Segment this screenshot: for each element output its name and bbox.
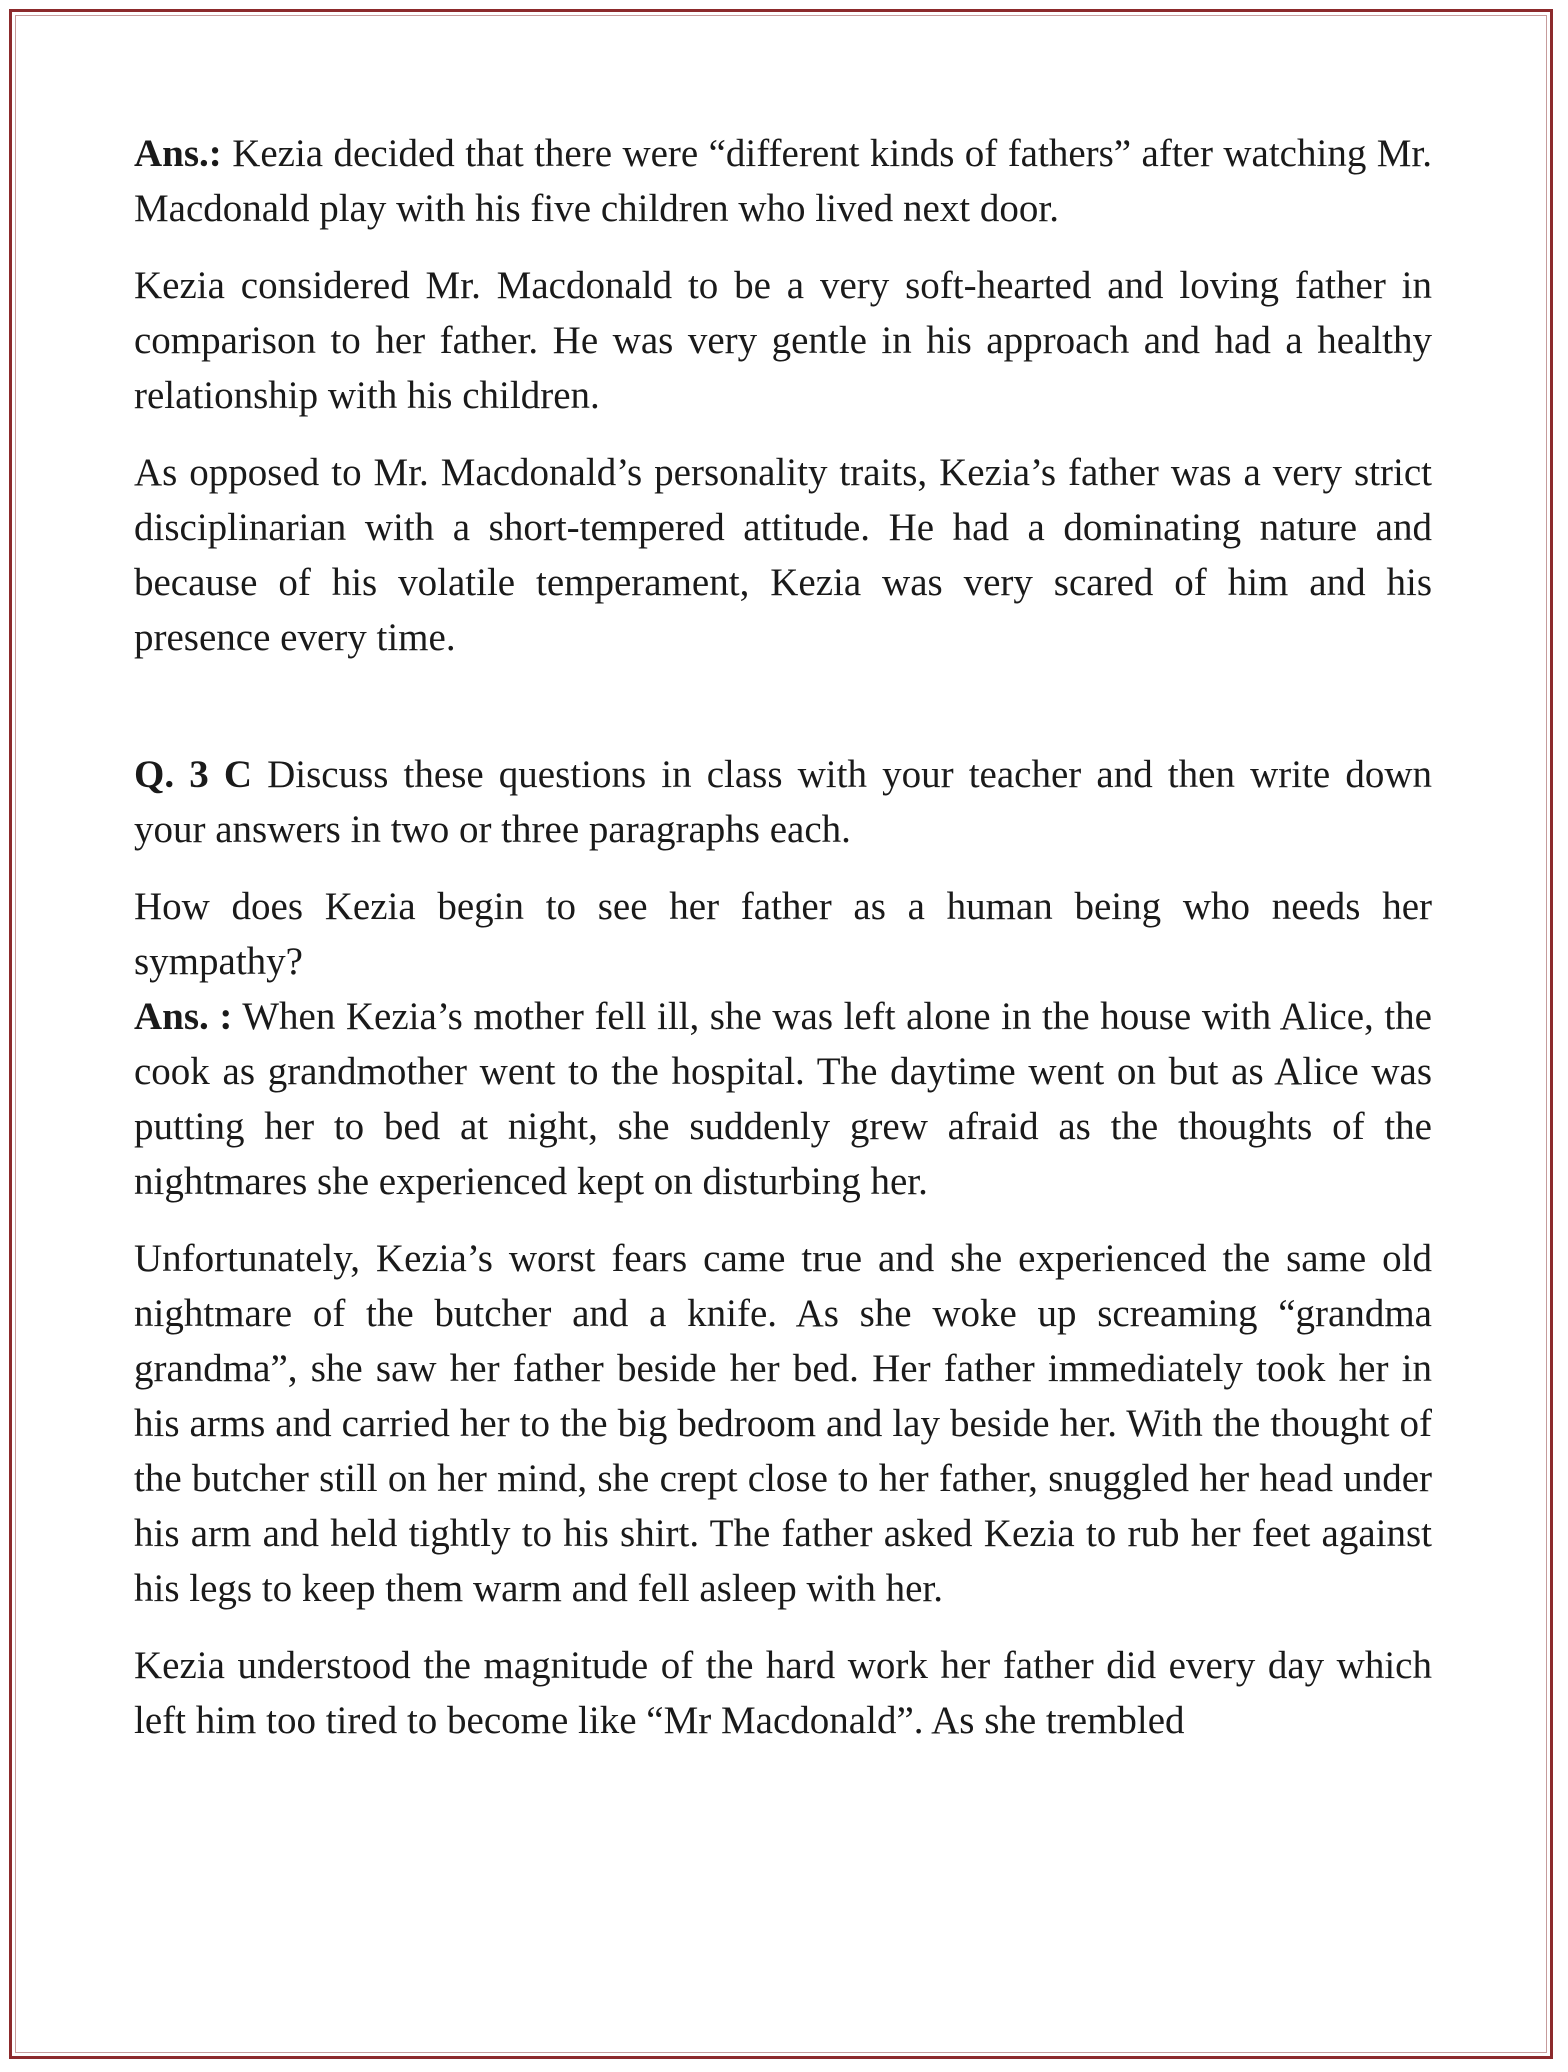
document-body xyxy=(134,126,1432,1770)
question-instruction: Discuss these questions in class with your teacher and then write down your answers in two or three paragraphs each. xyxy=(134,753,1432,851)
answer-paragraph-3: As opposed to Mr. Macdonald’s personality traits, Kezia’s father was a very strict disciplinarian with a short-tempered attitude. He had a dominating nature and because of his volatile temperament, Kezia was very scared of him and his presence every time. xyxy=(134,451,1432,659)
question-text: How does Kezia begin to see her father as a human being who needs her sympathy? xyxy=(134,885,1432,983)
question-heading xyxy=(134,747,1432,857)
section-gap xyxy=(134,687,1432,747)
answer-paragraph-1 xyxy=(134,126,1432,236)
answer-text: Kezia decided that there were “different kinds of fathers” after watching Mr. Macdonald play with his five children who lived next door. xyxy=(134,132,1432,230)
question-number: Q. 3 C xyxy=(134,753,252,796)
answer-paragraph-2: Kezia considered Mr. Macdonald to be a very soft-hearted and loving father in comparison to her father. He was very gentle in his approach and had a healthy relationship with his children. xyxy=(134,264,1432,417)
answer-text-2: When Kezia’s mother fell ill, she was left alone in the house with Alice, the cook as grandmother went to the hospital. The daytime went on but as Alice was putting her to bed at night, she suddenly grew afraid as the thoughts of the nightmares she experienced kept on disturbing her. xyxy=(134,995,1432,1203)
answer-paragraph-4 xyxy=(134,989,1432,1209)
answer-label-2: Ans. : xyxy=(134,995,233,1038)
answer-paragraph-6: Kezia understood the magnitude of the hard work her father did every day which left him too tired to become like “Mr Macdonald”. As she trembled xyxy=(134,1644,1432,1742)
answer-paragraph-5: Unfortunately, Kezia’s worst fears came true and she experienced the same old nightmare of the butcher and a knife. As she woke up screaming “grandma grandma”, she saw her father beside her bed. Her father immediately took her in his arms and carried her to the big bedroom and lay beside her. With the thought of the butcher still on her mind, she crept close to her father, snuggled her head under his arm and held tightly to his shirt. The father asked Kezia to rub her feet against his legs to keep them warm and fell asleep with her. xyxy=(134,1237,1432,1610)
answer-label: Ans.: xyxy=(134,132,222,175)
